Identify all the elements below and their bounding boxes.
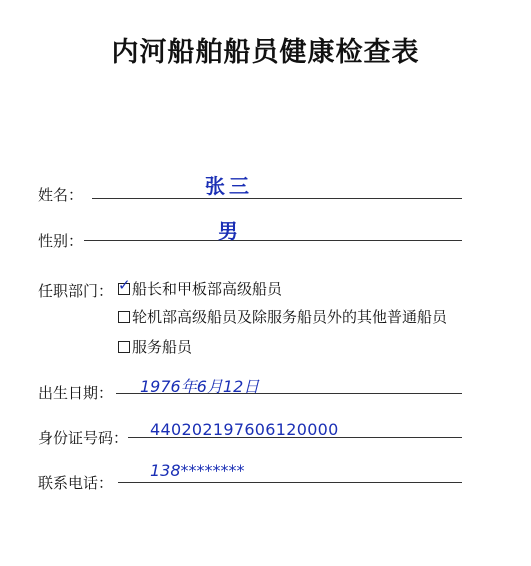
option-label: 船长和甲板部高级船员	[132, 280, 283, 298]
position-option-engine[interactable]	[118, 306, 447, 327]
form-title: 内河船舶船员健康检查表	[111, 37, 420, 68]
phone-label: 联系电话：	[38, 474, 114, 492]
gender-value[interactable]: 男	[218, 219, 242, 243]
option-label: 轮机部高级船员及除服务船员外的其他普通船员	[132, 308, 448, 326]
gender-underline	[84, 240, 462, 241]
name-label: 姓名：	[38, 186, 84, 204]
birth-date-value[interactable]: 1976年6月12日	[140, 377, 260, 396]
name-underline	[92, 198, 462, 199]
gender-label: 性别：	[38, 232, 84, 250]
position-label: 任职部门：	[38, 282, 114, 300]
name-value[interactable]: 张三	[205, 174, 253, 198]
checkbox[interactable]	[118, 311, 130, 323]
position-option-service[interactable]	[118, 336, 192, 357]
id-number-value[interactable]: 440202197606120000	[150, 420, 339, 439]
option-label: 服务船员	[132, 338, 193, 356]
checkbox-checked[interactable]	[118, 276, 131, 295]
id-number-label: 身份证号码：	[38, 429, 129, 447]
position-option-captain[interactable]	[118, 278, 282, 299]
birth-date-label: 出生日期：	[38, 384, 114, 402]
phone-underline	[118, 482, 462, 483]
phone-value[interactable]: 138********	[150, 461, 245, 480]
check-mark-icon: ✓	[118, 276, 131, 294]
checkbox[interactable]	[118, 341, 130, 353]
